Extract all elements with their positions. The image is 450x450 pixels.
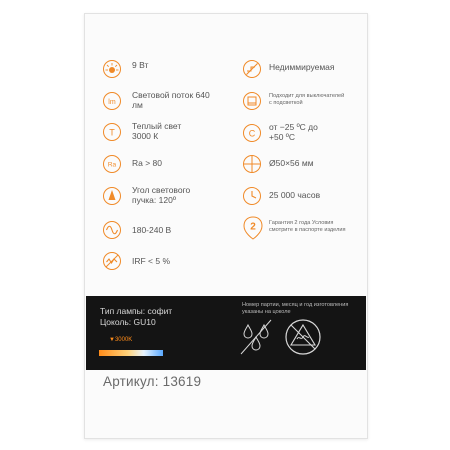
svg-text:2: 2: [250, 221, 256, 233]
lamp-base: Цоколь: GU10: [100, 317, 156, 327]
article-number: Артикул: 13619: [103, 374, 202, 389]
svg-text:C: C: [248, 128, 256, 139]
product-box: [84, 13, 368, 439]
voltage-icon: [102, 220, 122, 240]
power-icon: [102, 59, 122, 79]
spec-voltage: 180-240 В: [132, 225, 172, 235]
spec-lifetime: 25 000 часов: [269, 190, 321, 200]
spec-warranty: Гарантия 2 года Условия смотрите в паспорте изделия: [269, 220, 346, 233]
warranty-icon: [242, 215, 264, 241]
warm-light-icon: [102, 122, 122, 142]
spec-ra: Ra > 80: [132, 158, 163, 168]
spec-luminous-flux: Световой поток 640 лм: [132, 90, 210, 110]
lifetime-icon: [242, 186, 262, 206]
svg-text:lm: lm: [108, 99, 116, 106]
non-dimmable-icon: [242, 59, 262, 79]
spec-irf: IRF < 5 %: [132, 256, 171, 266]
svg-text:Ra: Ra: [107, 161, 117, 169]
spec-power: 9 Вт: [132, 60, 149, 70]
spec-warm-light: Теплый свет 3000 К: [132, 121, 182, 141]
lamp-type: Тип лампы: софит: [100, 306, 173, 316]
ra-icon: [102, 154, 122, 174]
dimensions-icon: [242, 154, 262, 174]
color-spectrum-bar: [99, 350, 163, 356]
switch-backlight-icon: [242, 91, 262, 111]
spec-dimensions: Ø50×56 мм: [269, 158, 314, 168]
spec-switch-backlight: Подходит для выключателей с подсветкой: [269, 93, 345, 106]
spec-non-dimmable: Недиммируемая: [269, 62, 335, 72]
spectrum-marker-icon: ▼: [109, 337, 115, 343]
beam-angle-icon: [102, 186, 122, 206]
no-water-icon: [238, 317, 274, 357]
spectrum-label: ▼3000K: [109, 337, 133, 343]
batch-note: Номер партии, месяц и год изготовления указаны на цоколе: [242, 302, 349, 315]
no-dimmer-icon: [282, 317, 324, 357]
spec-beam-angle: Угол светового пучка: 120º: [132, 185, 191, 205]
spec-temperature: от −25 ºС до +50 ºС: [269, 122, 318, 142]
temperature-icon: [242, 123, 262, 143]
irf-icon: [102, 251, 122, 271]
svg-text:T: T: [109, 127, 115, 138]
luminous-flux-icon: [102, 91, 122, 111]
